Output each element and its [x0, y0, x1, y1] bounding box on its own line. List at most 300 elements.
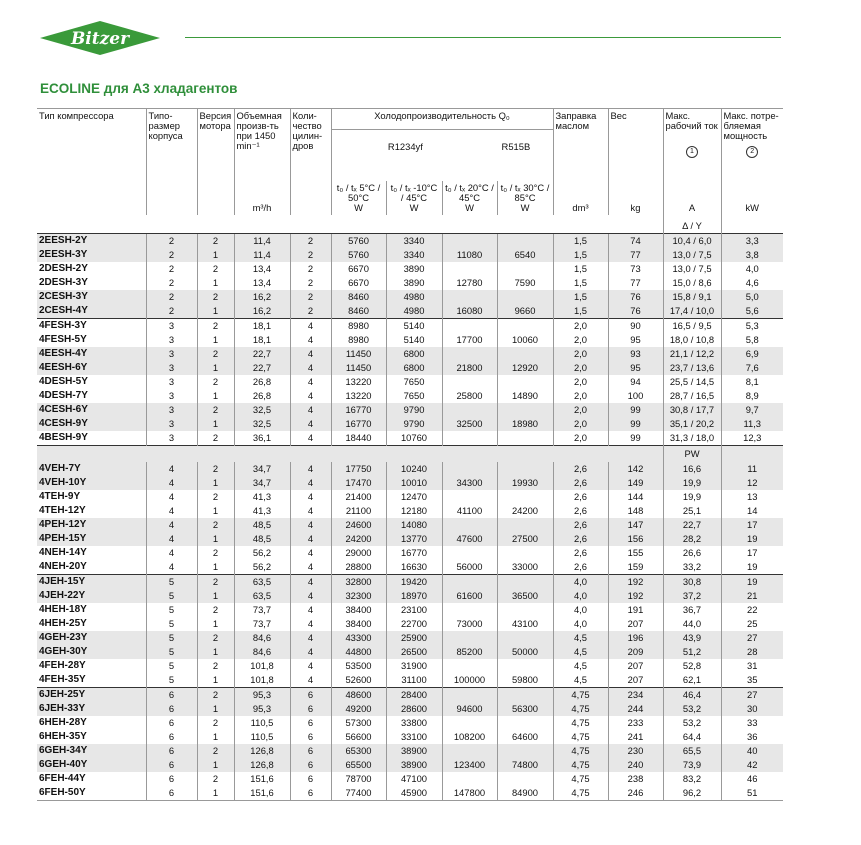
table-cell: 13220	[331, 389, 386, 403]
header-cylinders: Коли-чество цилин-дров	[290, 109, 331, 181]
table-cell: 56300	[497, 702, 553, 716]
table-cell	[442, 631, 497, 645]
table-cell: 4980	[386, 290, 442, 304]
table-cell: 15,8 / 9,1	[663, 290, 721, 304]
table-cell: 101,8	[234, 659, 290, 673]
table-cell: 191	[608, 603, 663, 617]
table-cell: 126,8	[234, 744, 290, 758]
table-row	[37, 730, 783, 744]
compressor-type: 2DESH-2Y	[39, 263, 88, 274]
table-cell	[497, 603, 553, 617]
table-cell: 65500	[331, 758, 386, 772]
table-cell: 47600	[442, 532, 497, 546]
table-cell: 36	[721, 730, 783, 744]
table-cell: 38400	[331, 617, 386, 631]
table-cell	[497, 233, 553, 248]
table-cell: 1	[197, 248, 234, 262]
table-cell: 17	[721, 518, 783, 532]
table-cell: 5,0	[721, 290, 783, 304]
table-cell: 11450	[331, 347, 386, 361]
table-cell: 196	[608, 631, 663, 645]
table-cell: 6	[290, 786, 331, 801]
table-cell: 31,3 / 18,0	[663, 431, 721, 446]
table-cell: 38400	[331, 603, 386, 617]
table-cell: 8,9	[721, 389, 783, 403]
table-cell: 1,5	[553, 276, 608, 290]
table-cell: 12180	[386, 504, 442, 518]
table-cell: 233	[608, 716, 663, 730]
table-cell: 28400	[386, 687, 442, 702]
table-cell: 1	[197, 417, 234, 431]
table-cell: 1	[197, 560, 234, 575]
table-cell: 1	[197, 333, 234, 347]
table-cell: 94	[608, 375, 663, 389]
table-cell: 4	[146, 546, 197, 560]
header-max-power	[721, 109, 783, 181]
table-cell: 2	[197, 716, 234, 730]
table-cell	[497, 687, 553, 702]
table-cell: 15,0 / 8,6	[663, 276, 721, 290]
table-cell: 192	[608, 574, 663, 589]
table-cell: 6	[146, 758, 197, 772]
table-cell: 2,6	[553, 490, 608, 504]
table-cell: 5	[146, 617, 197, 631]
compressor-type: 4JEH-22Y	[37, 589, 146, 603]
table-cell: 4,75	[553, 730, 608, 744]
table-cell	[442, 574, 497, 589]
table-cell: 36,7	[663, 603, 721, 617]
table-cell: 31100	[386, 673, 442, 688]
table-cell: 1,5	[553, 262, 608, 276]
table-cell: 32,5	[234, 403, 290, 417]
table-cell: 73,7	[234, 617, 290, 631]
table-cell: 3	[146, 333, 197, 347]
table-cell: 6670	[331, 276, 386, 290]
table-row	[37, 560, 783, 575]
table-cell: 35	[721, 673, 783, 688]
table-cell: 59800	[497, 673, 553, 688]
compressor-type: 4NEH-14Y	[39, 547, 87, 558]
table-cell: 18980	[497, 417, 553, 431]
table-cell: 47100	[386, 772, 442, 786]
table-cell: 3	[146, 318, 197, 333]
table-cell: 99	[608, 417, 663, 431]
compressor-type: 6GEH-34Y	[37, 744, 146, 758]
table-cell: 2,0	[553, 347, 608, 361]
table-cell: 207	[608, 659, 663, 673]
table-cell: 5140	[386, 318, 442, 333]
table-cell: 11,4	[234, 233, 290, 248]
table-cell: 10240	[386, 462, 442, 476]
table-cell: 241	[608, 730, 663, 744]
table-cell: 24600	[331, 518, 386, 532]
table-cell: 19,9	[663, 490, 721, 504]
table-cell: 1	[197, 730, 234, 744]
table-cell: 28	[721, 645, 783, 659]
table-cell: 34300	[442, 476, 497, 490]
table-cell: 2	[146, 304, 197, 319]
table-cell	[497, 318, 553, 333]
table-cell: 17,4 / 10,0	[663, 304, 721, 319]
table-cell: 144	[608, 490, 663, 504]
table-cell: 1	[197, 532, 234, 546]
table-cell: 3	[146, 417, 197, 431]
table-cell: 27	[721, 631, 783, 645]
compressor-type: 4BESH-9Y	[39, 432, 88, 443]
table-cell: 5	[146, 589, 197, 603]
table-cell: 22,7	[234, 361, 290, 375]
table-cell: 28800	[331, 560, 386, 575]
table-cell: 4	[146, 560, 197, 575]
table-cell: 3,8	[721, 248, 783, 262]
table-row	[37, 262, 783, 276]
table-cell: 64,4	[663, 730, 721, 744]
header-volume: Объемная произв-ть при 1450 min⁻¹	[234, 109, 290, 181]
table-cell: 43300	[331, 631, 386, 645]
table-cell: 73	[608, 262, 663, 276]
table-cell: 34,7	[234, 476, 290, 490]
table-cell: 6	[146, 687, 197, 702]
table-cell: 25,1	[663, 504, 721, 518]
table-cell: 19420	[386, 574, 442, 589]
table-cell: 110,5	[234, 716, 290, 730]
table-cell: 32,5	[234, 417, 290, 431]
table-cell	[442, 290, 497, 304]
table-cell: 22,7	[663, 518, 721, 532]
table-cell: 2	[197, 290, 234, 304]
table-cell: 2,0	[553, 417, 608, 431]
table-cell: 19930	[497, 476, 553, 490]
table-cell: 4	[146, 476, 197, 490]
table-cell: 64600	[497, 730, 553, 744]
table-cell: 38900	[386, 744, 442, 758]
table-cell: 12	[721, 476, 783, 490]
table-cell: 13,0 / 7,5	[663, 262, 721, 276]
table-cell: 9790	[386, 417, 442, 431]
table-cell: 33000	[497, 560, 553, 575]
table-row	[37, 518, 783, 532]
table-cell: 16,2	[234, 290, 290, 304]
table-cell: 4,5	[553, 659, 608, 673]
table-cell: 19	[721, 574, 783, 589]
page-title: ECOLINE для А3 хладагентов	[40, 81, 238, 96]
table-cell: 7590	[497, 276, 553, 290]
table-cell: 4,5	[553, 673, 608, 688]
compressor-type: 4EESH-4Y	[37, 347, 146, 361]
table-cell: 4	[290, 361, 331, 375]
table-cell: 36,1	[234, 431, 290, 446]
table-cell: 83,2	[663, 772, 721, 786]
table-cell: 1	[197, 304, 234, 319]
table-cell: 8460	[331, 304, 386, 319]
table-cell: 123400	[442, 758, 497, 772]
table-cell: 30	[721, 702, 783, 716]
table-cell: 6	[290, 772, 331, 786]
table-cell: 31900	[386, 659, 442, 673]
table-cell: 3	[146, 389, 197, 403]
table-row	[37, 532, 783, 546]
table-cell	[497, 490, 553, 504]
table-cell: 48600	[331, 687, 386, 702]
table-row	[37, 276, 783, 290]
table-cell: 10010	[386, 476, 442, 490]
table-cell: 13,4	[234, 276, 290, 290]
unit-cap1	[331, 181, 386, 215]
table-cell: 56,2	[234, 560, 290, 575]
compressor-type: 4FEH-28Y	[39, 660, 86, 671]
table-cell: 13,4	[234, 262, 290, 276]
table-cell: 44800	[331, 645, 386, 659]
table-cell	[442, 687, 497, 702]
table-cell: 35,1 / 20,2	[663, 417, 721, 431]
compressor-type: 4PEH-12Y	[37, 518, 146, 532]
table-cell: 3,3	[721, 233, 783, 248]
table-cell: 155	[608, 546, 663, 560]
table-cell: 16770	[331, 403, 386, 417]
table-cell: 2,0	[553, 389, 608, 403]
table-cell: 5140	[386, 333, 442, 347]
table-row	[37, 574, 783, 589]
table-cell: 84900	[497, 786, 553, 801]
table-cell: 4	[290, 462, 331, 476]
table-cell: 151,6	[234, 772, 290, 786]
table-cell: 3	[146, 347, 197, 361]
header-max-current-label: Макс. рабочий ток	[665, 110, 718, 131]
table-cell: 2	[290, 233, 331, 248]
table-cell: 99	[608, 403, 663, 417]
table-cell: 4	[290, 417, 331, 431]
table-row	[37, 702, 783, 716]
table-cell: 5	[146, 631, 197, 645]
table-cell: 6	[146, 744, 197, 758]
table-cell: 110,5	[234, 730, 290, 744]
table-cell: 26,8	[234, 389, 290, 403]
table-row	[37, 417, 783, 431]
table-cell: 2	[197, 546, 234, 560]
table-cell: 2,0	[553, 403, 608, 417]
unit-cap3-label: W	[465, 201, 474, 213]
table-cell: 2	[146, 248, 197, 262]
table-row	[37, 772, 783, 786]
table-cell	[442, 375, 497, 389]
table-cell: 33100	[386, 730, 442, 744]
table-cell: 21,1 / 12,2	[663, 347, 721, 361]
table-cell: 5	[146, 659, 197, 673]
table-cell: 53,2	[663, 702, 721, 716]
table-cell: 156	[608, 532, 663, 546]
table-cell: 48,5	[234, 518, 290, 532]
table-cell: 41,3	[234, 504, 290, 518]
header-size: Типо-размер корпуса	[146, 109, 197, 181]
unit-cap1-label: W	[354, 201, 363, 213]
table-cell: 2	[146, 262, 197, 276]
table-cell: 2	[197, 431, 234, 446]
table-cell: 9790	[386, 403, 442, 417]
table-cell	[442, 490, 497, 504]
separator-body	[37, 445, 783, 462]
table-row	[37, 431, 783, 446]
table-cell: 21100	[331, 504, 386, 518]
table-row	[37, 744, 783, 758]
table-cell: 4	[290, 673, 331, 688]
table-cell: 147	[608, 518, 663, 532]
table-cell: 2,0	[553, 431, 608, 446]
table-cell: 25800	[442, 389, 497, 403]
table-cell: 21	[721, 589, 783, 603]
table-cell: 230	[608, 744, 663, 758]
logo-text: Bitzer	[70, 29, 130, 49]
header-capacity-label: Холодопроизводительность Q₀	[374, 110, 510, 121]
table-row	[37, 603, 783, 617]
table-cell	[497, 347, 553, 361]
table-cell: 2,6	[553, 532, 608, 546]
table-cell: 19	[721, 532, 783, 546]
table-cell: 6	[290, 744, 331, 758]
compressor-type: 4TEH-9Y	[39, 491, 81, 502]
table-cell: 85200	[442, 645, 497, 659]
table-cell: 26500	[386, 645, 442, 659]
cond3-label: t₀ / tₓ 20°C / 45°C	[445, 181, 494, 203]
table-cell: 207	[608, 673, 663, 688]
table-cell: 73,9	[663, 758, 721, 772]
table-cell: 4,75	[553, 716, 608, 730]
table-cell: 1	[197, 276, 234, 290]
table-cell: 77	[608, 248, 663, 262]
table-cell: 4	[290, 603, 331, 617]
table-cell: 209	[608, 645, 663, 659]
table-cell: 6	[146, 730, 197, 744]
compressor-type: 4EESH-6Y	[37, 361, 146, 375]
table-cell: 56,2	[234, 546, 290, 560]
unit-cap3	[442, 181, 497, 215]
unit-cap4-label: W	[520, 201, 530, 213]
table-cell: 2,6	[553, 462, 608, 476]
table-cell	[442, 233, 497, 248]
table-cell	[497, 262, 553, 276]
table-cell: 4	[290, 333, 331, 347]
table-cell: 4	[290, 347, 331, 361]
table-cell: 28,2	[663, 532, 721, 546]
table-cell: 4	[290, 631, 331, 645]
table-cell: 2	[290, 248, 331, 262]
compressor-type: 2EESH-3Y	[37, 248, 146, 262]
table-cell: 244	[608, 702, 663, 716]
table-cell: 4	[290, 546, 331, 560]
table-cell	[442, 659, 497, 673]
unit-current: A	[663, 181, 721, 215]
table-cell: 2,0	[553, 333, 608, 347]
table-cell: 4	[290, 476, 331, 490]
table-cell: 4,75	[553, 744, 608, 758]
table-cell: 4980	[386, 304, 442, 319]
table-cell: 3340	[386, 248, 442, 262]
table-row	[37, 617, 783, 631]
table-cell: 2	[197, 574, 234, 589]
table-row	[37, 347, 783, 361]
table-cell: 6	[146, 716, 197, 730]
table-cell: 4	[290, 318, 331, 333]
table-cell: 22700	[386, 617, 442, 631]
table-row	[37, 476, 783, 490]
compressor-type: 6HEH-35Y	[39, 731, 87, 742]
table-cell: 3340	[386, 233, 442, 248]
header-divider	[185, 37, 781, 38]
table-cell: 4	[290, 431, 331, 446]
table-cell: 240	[608, 758, 663, 772]
table-cell: 73,7	[234, 603, 290, 617]
table-cell	[497, 772, 553, 786]
table-cell: 94600	[442, 702, 497, 716]
table-cell: 4,75	[553, 772, 608, 786]
table-cell: 6800	[386, 361, 442, 375]
table-cell: 65,5	[663, 744, 721, 758]
table-row	[37, 786, 783, 801]
footnote-1-marker: 1	[686, 146, 698, 158]
table-cell: 1	[197, 702, 234, 716]
table-cell: 17470	[331, 476, 386, 490]
table-cell: 1,5	[553, 233, 608, 248]
table-cell	[497, 546, 553, 560]
table-cell: 24200	[497, 504, 553, 518]
table-cell: 10760	[386, 431, 442, 446]
table-cell: 5	[146, 603, 197, 617]
table-cell: 2	[197, 233, 234, 248]
compressor-type: 4FESH-3Y	[37, 318, 146, 333]
header-max-power-label: Макс. потре-бляемая мощность	[723, 110, 779, 141]
table-cell: 238	[608, 772, 663, 786]
table-cell: 101,8	[234, 673, 290, 688]
table-cell: 2	[290, 290, 331, 304]
table-cell	[442, 431, 497, 446]
table-cell: 11,4	[234, 248, 290, 262]
table-cell: 49200	[331, 702, 386, 716]
table-cell: 32300	[331, 589, 386, 603]
table-cell: 76	[608, 304, 663, 319]
table-cell: 246	[608, 786, 663, 801]
table-row	[37, 304, 783, 319]
table-cell: 2,6	[553, 476, 608, 490]
compressor-type: 6JEH-25Y	[37, 687, 146, 702]
table-cell: 63,5	[234, 574, 290, 589]
table-cell: 159	[608, 560, 663, 575]
header-type: Тип компрессора	[37, 109, 146, 181]
table-cell: 4,5	[553, 645, 608, 659]
table-cell	[442, 546, 497, 560]
compressor-type: 4CESH-9Y	[37, 417, 146, 431]
table-cell: 31	[721, 659, 783, 673]
table-cell: 2	[197, 347, 234, 361]
table-cell: 2	[146, 233, 197, 248]
cond2-label: t₀ / tₓ -10°C / 45°C	[390, 181, 438, 203]
compressor-type: 4HEH-25Y	[39, 618, 87, 629]
table-cell: 74	[608, 233, 663, 248]
table-cell: 2	[197, 462, 234, 476]
table-cell: 24200	[331, 532, 386, 546]
table-cell: 43,9	[663, 631, 721, 645]
table-cell	[442, 318, 497, 333]
table-cell: 6	[290, 702, 331, 716]
header-capacity	[331, 109, 553, 181]
table-cell: 207	[608, 617, 663, 631]
table-cell: 13220	[331, 375, 386, 389]
table-cell	[497, 659, 553, 673]
compressor-type: 6HEH-28Y	[39, 717, 87, 728]
table-cell: 16770	[331, 417, 386, 431]
table-cell: 52,8	[663, 659, 721, 673]
table-cell: 18,1	[234, 333, 290, 347]
table-cell: 4	[290, 574, 331, 589]
table-cell: 99	[608, 431, 663, 446]
